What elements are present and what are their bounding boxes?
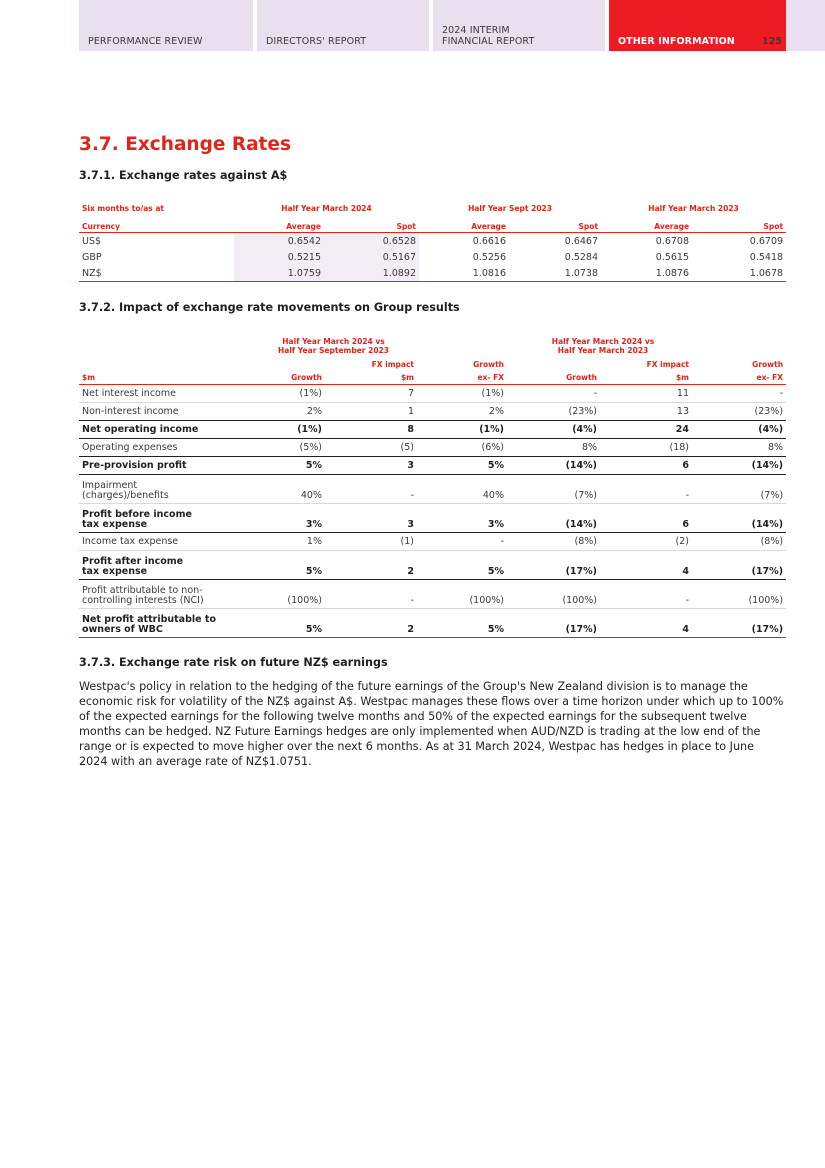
body-paragraph: Westpac's policy in relation to the hedging of the future earnings of the Group's New Zealand division is to manage the economic risk for volatility of the NZ$ against A$. Westpac manages these flows over a time horizon under which up to 100% of the expected earnings for the following twelve months and 50% of the expected earnings for the subsequent twelve months can be hedged. NZ Future Earnings hedges are only implemented when AUD/NZD is trading at the low end of the range or is expected to move higher over the next 6 months. As at 31 March 2024, Westpac has hedges in place to June 2024 with an average rate of NZ$1.0751.	[79, 680, 784, 768]
row-label: Profit after income tax expense	[79, 551, 247, 580]
table-cell: 1	[325, 403, 417, 421]
header-cell: FX impact	[646, 360, 690, 369]
table-cell: 5%	[417, 457, 507, 475]
table-cell: 2	[325, 551, 417, 580]
table-cell: 0.5167	[324, 249, 419, 265]
table-cell: 4	[600, 609, 692, 638]
header-cell: Currency	[79, 215, 234, 233]
header-cell: FX impact	[371, 360, 414, 369]
table-row	[79, 580, 786, 609]
table-cell: (7%)	[507, 475, 600, 504]
row-label: Income tax expense	[79, 533, 247, 551]
table-cell: 0.5215	[234, 249, 324, 265]
table-cell: (14%)	[692, 504, 786, 533]
table-cell: 24	[600, 421, 692, 439]
table-group-header	[79, 201, 786, 215]
header-cell: Half Year March 2024	[281, 203, 372, 213]
table-row	[79, 504, 786, 533]
table-cell: 8	[325, 421, 417, 439]
table-cell: (2)	[600, 533, 692, 551]
table-row	[79, 421, 786, 439]
header-cell	[507, 355, 600, 369]
table-cell: -	[325, 580, 417, 609]
table-cell: (14%)	[692, 457, 786, 475]
row-label: Net operating income	[79, 421, 247, 439]
header-cell: Half Year March 2024 vs Half Year September 2023	[278, 337, 389, 355]
table-cell: 0.5284	[564, 251, 599, 263]
table-cell: -	[325, 475, 417, 504]
table-cell: (1)	[325, 533, 417, 551]
table-cell: 0.5256	[472, 251, 507, 263]
table-cell: -	[507, 385, 600, 403]
nav-tab-label: PERFORMANCE REVIEW	[88, 36, 203, 47]
table-cell: (8%)	[507, 533, 600, 551]
table-cell: (1%)	[247, 421, 325, 439]
table-cell: (4%)	[507, 421, 600, 439]
table-cell: (1%)	[247, 385, 325, 403]
table-cell: 1.0892	[324, 265, 419, 282]
table-row	[79, 457, 786, 475]
table-cell: 0.5615	[655, 251, 690, 263]
header-cell: Average	[234, 215, 324, 233]
section-title: 3.7. Exchange Rates	[79, 134, 291, 155]
nav-tab-directors-report[interactable]	[257, 0, 429, 51]
page-number: 125	[761, 36, 782, 47]
table-cell: 0.6528	[324, 233, 419, 250]
nav-tab-interim-financial-report[interactable]	[433, 0, 605, 51]
header-cell: $m	[600, 369, 692, 385]
table-cell: 5%	[247, 609, 325, 638]
header-cell: Half Year Sept 2023	[468, 203, 552, 213]
table-cell: 40%	[247, 475, 325, 504]
table-cell: 5%	[247, 457, 325, 475]
table-cell: 8%	[692, 439, 786, 457]
table-cell: 5%	[417, 551, 507, 580]
table-cell: 6	[600, 457, 692, 475]
header-cell: Half Year March 2024 vs Half Year March 2023	[551, 337, 655, 355]
table-cell: (6%)	[417, 439, 507, 457]
subsection-title-exchange-rates: 3.7.1. Exchange rates against A$	[79, 169, 288, 182]
table-cell: (1%)	[417, 421, 507, 439]
row-label: Non-interest income	[79, 403, 247, 421]
row-label: Net profit attributable to owners of WBC	[79, 609, 247, 638]
table-cell: 8%	[507, 439, 600, 457]
row-label: Operating expenses	[79, 439, 247, 457]
table-cell: (100%)	[507, 580, 600, 609]
nav-tab-label: DIRECTORS' REPORT	[266, 36, 367, 47]
header-cell: Spot	[692, 215, 786, 233]
table-cell: 7	[325, 385, 417, 403]
table-cell: 0.6467	[564, 235, 599, 247]
table-cell: 4	[600, 551, 692, 580]
table-cell: (7%)	[692, 475, 786, 504]
table-cell: 1%	[247, 533, 325, 551]
table-cell: 2%	[417, 403, 507, 421]
header-cell: Growth	[752, 360, 784, 369]
table-cell: 2%	[247, 403, 325, 421]
table-cell: 13	[600, 403, 692, 421]
table-cell: 6	[600, 504, 692, 533]
table-cell: 3%	[417, 504, 507, 533]
header-cell: Spot	[509, 215, 601, 233]
table-cell: (5)	[325, 439, 417, 457]
table-cell: (23%)	[507, 403, 600, 421]
subsection-title-fx-impact: 3.7.2. Impact of exchange rate movements on Group results	[79, 301, 460, 314]
table-column-header-top	[79, 355, 786, 369]
nav-tab-other-information[interactable]	[609, 0, 786, 51]
table-cell: -	[600, 475, 692, 504]
table-cell: (23%)	[692, 403, 786, 421]
header-cell: ex- FX	[692, 369, 786, 385]
table-row	[79, 385, 786, 403]
header-cell	[79, 355, 247, 369]
header-cell: Average	[419, 215, 509, 233]
table-row	[79, 609, 786, 638]
header-cell: Growth	[473, 360, 505, 369]
table-cell: 1.0816	[419, 265, 509, 282]
table-cell: 0.6542	[234, 233, 324, 250]
header-cell: ex- FX	[417, 369, 507, 385]
table-cell: 3%	[247, 504, 325, 533]
table-cell: (17%)	[507, 551, 600, 580]
header-cell: Half Year March 2023	[648, 203, 739, 213]
table-row	[79, 475, 786, 504]
fx-impact-table	[79, 331, 786, 638]
table-cell: (100%)	[417, 580, 507, 609]
table-cell: 0.6709	[749, 235, 784, 247]
row-label: Profit attributable to non- controlling interests (NCI)	[79, 580, 247, 609]
table-cell: (14%)	[507, 457, 600, 475]
header-cell: Growth	[247, 369, 325, 385]
row-label: Pre-provision profit	[79, 457, 247, 475]
header-cell: $m	[325, 369, 417, 385]
exchange-rates-table	[79, 201, 786, 282]
table-cell: 3	[325, 504, 417, 533]
table-cell: (5%)	[247, 439, 325, 457]
header-cell: Spot	[324, 215, 419, 233]
nav-tab-label: 2024 INTERIM FINANCIAL REPORT	[442, 25, 535, 47]
table-column-header	[79, 215, 786, 233]
table-cell: (8%)	[692, 533, 786, 551]
table-cell: 1.0738	[509, 265, 601, 282]
row-label: Net interest income	[79, 385, 247, 403]
table-cell: 11	[600, 385, 692, 403]
subsection-title-nz-earnings-risk: 3.7.3. Exchange rate risk on future NZ$ earnings	[79, 656, 388, 669]
table-cell: 40%	[417, 475, 507, 504]
table-cell: (17%)	[507, 609, 600, 638]
table-cell: 2	[325, 609, 417, 638]
table-cell: 5%	[417, 609, 507, 638]
table-cell: -	[417, 533, 507, 551]
header-cell: Average	[601, 215, 692, 233]
header-cell: Growth	[507, 369, 600, 385]
table-cell: (17%)	[692, 609, 786, 638]
table-cell: -	[600, 580, 692, 609]
table-cell: 0.6708	[655, 235, 690, 247]
table-cell: 3	[325, 457, 417, 475]
table-row	[79, 265, 786, 282]
nav-tab-performance-review[interactable]	[79, 0, 253, 51]
table-cell: (18)	[600, 439, 692, 457]
table-cell: 1.0678	[692, 265, 786, 282]
header-cell: $m	[79, 369, 247, 385]
table-cell: -	[692, 385, 786, 403]
table-cell: (14%)	[507, 504, 600, 533]
table-row	[79, 233, 786, 250]
table-cell: 5%	[247, 551, 325, 580]
table-cell: 1.0759	[234, 265, 324, 282]
table-cell: US$	[82, 235, 102, 247]
table-cell: (1%)	[417, 385, 507, 403]
table-cell: (100%)	[247, 580, 325, 609]
table-cell: 0.5418	[749, 251, 784, 263]
row-label: Impairment (charges)/benefits	[79, 475, 247, 504]
table-cell: 0.6616	[472, 235, 507, 247]
header-cell: Six months to/as at	[82, 203, 164, 213]
table-cell: (100%)	[692, 580, 786, 609]
table-row	[79, 533, 786, 551]
table-row	[79, 403, 786, 421]
table-cell: (17%)	[692, 551, 786, 580]
nav-tab-label: OTHER INFORMATION	[618, 36, 735, 47]
header-cell	[247, 355, 325, 369]
row-label: Profit before income tax expense	[79, 504, 247, 533]
table-row	[79, 551, 786, 580]
nav-tab-spacer	[786, 0, 825, 51]
table-cell: NZ$	[79, 265, 234, 282]
table-cell: GBP	[82, 251, 102, 263]
table-group-header	[79, 331, 786, 355]
table-cell: 1.0876	[601, 265, 692, 282]
table-row	[79, 249, 786, 265]
table-row	[79, 439, 786, 457]
table-cell: (4%)	[692, 421, 786, 439]
table-column-header	[79, 369, 786, 385]
